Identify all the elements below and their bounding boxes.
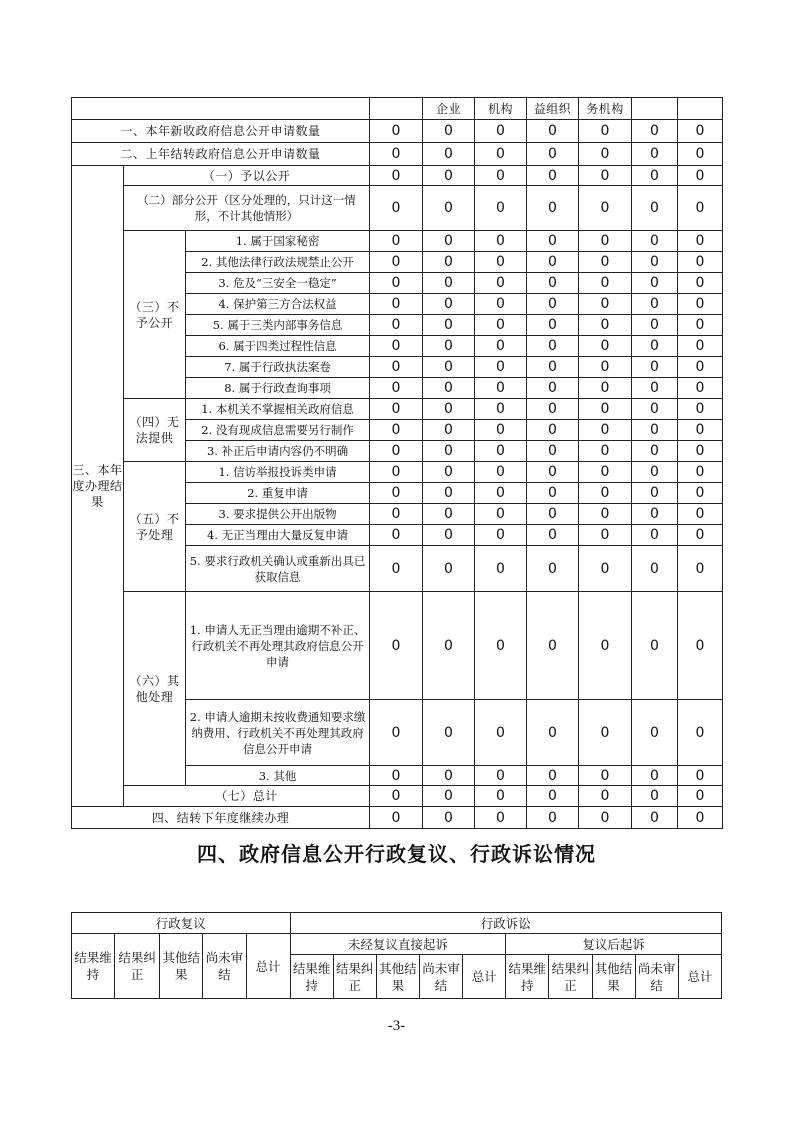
value-cell: 0 bbox=[423, 504, 475, 525]
value-cell: 0 bbox=[475, 378, 527, 399]
header-cell: 企业 bbox=[423, 98, 475, 120]
value-cell: 0 bbox=[579, 525, 632, 546]
value-cell: 0 bbox=[475, 504, 527, 525]
value-cell: 0 bbox=[423, 420, 475, 441]
group-label: （三）不予公开 bbox=[124, 231, 186, 399]
row-label: （七）总计 bbox=[124, 786, 370, 807]
value-cell: 0 bbox=[527, 420, 579, 441]
value-cell: 0 bbox=[475, 336, 527, 357]
value-cell: 0 bbox=[678, 231, 723, 252]
value-cell: 0 bbox=[475, 143, 527, 166]
table-row bbox=[72, 913, 722, 934]
row-label: 6. 属于四类过程性信息 bbox=[186, 336, 370, 357]
value-cell: 0 bbox=[527, 786, 579, 807]
header-cell bbox=[632, 98, 678, 120]
value-cell: 0 bbox=[678, 252, 723, 273]
value-cell: 0 bbox=[632, 592, 678, 700]
value-cell: 0 bbox=[579, 378, 632, 399]
litigation-column-header: 结果维持 bbox=[506, 955, 549, 999]
value-cell: 0 bbox=[632, 420, 678, 441]
value-cell: 0 bbox=[579, 315, 632, 336]
value-cell: 0 bbox=[527, 166, 579, 186]
value-cell: 0 bbox=[475, 231, 527, 252]
value-cell: 0 bbox=[678, 786, 723, 807]
value-cell: 0 bbox=[579, 504, 632, 525]
value-cell: 0 bbox=[527, 441, 579, 462]
value-cell: 0 bbox=[632, 252, 678, 273]
row-label: 2. 没有现成信息需要另行制作 bbox=[186, 420, 370, 441]
row-label: 3. 危及“三安全一稳定” bbox=[186, 273, 370, 294]
value-cell: 0 bbox=[475, 592, 527, 700]
review-litigation-table bbox=[71, 912, 722, 999]
value-cell: 0 bbox=[678, 120, 723, 143]
value-cell: 0 bbox=[678, 546, 723, 592]
litigation-column-header: 总计 bbox=[463, 955, 506, 999]
value-cell: 0 bbox=[579, 231, 632, 252]
value-cell: 0 bbox=[475, 315, 527, 336]
value-cell: 0 bbox=[579, 273, 632, 294]
table-row bbox=[72, 231, 723, 252]
value-cell: 0 bbox=[527, 399, 579, 420]
row-label: 2. 申请人逾期未按收费通知要求缴纳费用、行政机关不再处理其政府信息公开申请 bbox=[186, 700, 370, 766]
value-cell: 0 bbox=[579, 166, 632, 186]
value-cell: 0 bbox=[632, 273, 678, 294]
litigation-column-header: 其他结果 bbox=[592, 955, 635, 999]
value-cell: 0 bbox=[678, 420, 723, 441]
value-cell: 0 bbox=[527, 546, 579, 592]
table-row bbox=[72, 807, 723, 829]
value-cell: 0 bbox=[423, 399, 475, 420]
table-row bbox=[72, 399, 723, 420]
value-cell: 0 bbox=[579, 120, 632, 143]
litigation-column-header: 总计 bbox=[678, 955, 721, 999]
value-cell: 0 bbox=[475, 546, 527, 592]
value-cell: 0 bbox=[678, 315, 723, 336]
value-cell: 0 bbox=[475, 399, 527, 420]
table-row bbox=[72, 934, 722, 955]
value-cell: 0 bbox=[678, 357, 723, 378]
litigation-column-header: 尚未审结 bbox=[420, 955, 463, 999]
value-cell: 0 bbox=[579, 399, 632, 420]
row-label: 1. 申请人无正当理由逾期不补正、行政机关不再处理其政府信息公开申请 bbox=[186, 592, 370, 700]
value-cell: 0 bbox=[632, 186, 678, 231]
value-cell: 0 bbox=[527, 294, 579, 315]
value-cell: 0 bbox=[370, 420, 423, 441]
value-cell: 0 bbox=[632, 143, 678, 166]
value-cell: 0 bbox=[370, 315, 423, 336]
value-cell: 0 bbox=[423, 766, 475, 786]
section-label: 三、本年度办理结果 bbox=[72, 166, 124, 807]
value-cell: 0 bbox=[475, 483, 527, 504]
value-cell: 0 bbox=[527, 504, 579, 525]
value-cell: 0 bbox=[423, 294, 475, 315]
value-cell: 0 bbox=[423, 525, 475, 546]
value-cell: 0 bbox=[678, 700, 723, 766]
value-cell: 0 bbox=[370, 786, 423, 807]
review-column-header: 结果纠正 bbox=[115, 934, 160, 999]
value-cell: 0 bbox=[678, 378, 723, 399]
value-cell: 0 bbox=[370, 546, 423, 592]
value-cell: 0 bbox=[678, 399, 723, 420]
row-label: 3. 要求提供公开出版物 bbox=[186, 504, 370, 525]
value-cell: 0 bbox=[579, 252, 632, 273]
value-cell: 0 bbox=[423, 231, 475, 252]
value-cell: 0 bbox=[370, 231, 423, 252]
value-cell: 0 bbox=[527, 592, 579, 700]
litigation-column-header: 尚未审结 bbox=[635, 955, 678, 999]
value-cell: 0 bbox=[370, 592, 423, 700]
table-row bbox=[72, 462, 723, 483]
value-cell: 0 bbox=[370, 186, 423, 231]
value-cell: 0 bbox=[527, 231, 579, 252]
value-cell: 0 bbox=[370, 294, 423, 315]
review-column-header: 总计 bbox=[246, 934, 290, 999]
value-cell: 0 bbox=[632, 315, 678, 336]
value-cell: 0 bbox=[579, 441, 632, 462]
value-cell: 0 bbox=[678, 294, 723, 315]
value-cell: 0 bbox=[678, 273, 723, 294]
value-cell: 0 bbox=[632, 231, 678, 252]
value-cell: 0 bbox=[423, 483, 475, 504]
value-cell: 0 bbox=[475, 420, 527, 441]
review-column-header: 其他结果 bbox=[160, 934, 203, 999]
row-label: （二）部分公开（区分处理的，只计这一情形，不计其他情形） bbox=[124, 186, 370, 231]
row-label: （一）予以公开 bbox=[124, 166, 370, 186]
value-cell: 0 bbox=[579, 420, 632, 441]
header-cell: 务机构 bbox=[579, 98, 632, 120]
value-cell: 0 bbox=[579, 766, 632, 786]
admin-review-header: 行政复议 bbox=[72, 913, 291, 934]
value-cell: 0 bbox=[423, 315, 475, 336]
value-cell: 0 bbox=[579, 186, 632, 231]
value-cell: 0 bbox=[678, 807, 723, 829]
litigation-column-header: 结果维持 bbox=[290, 955, 333, 999]
value-cell: 0 bbox=[632, 357, 678, 378]
value-cell: 0 bbox=[370, 462, 423, 483]
value-cell: 0 bbox=[370, 807, 423, 829]
row-label: 二、上年结转政府信息公开申请数量 bbox=[72, 143, 370, 166]
value-cell: 0 bbox=[527, 700, 579, 766]
row-label: 1. 信访举报投诉类申请 bbox=[186, 462, 370, 483]
value-cell: 0 bbox=[527, 252, 579, 273]
value-cell: 0 bbox=[475, 120, 527, 143]
value-cell: 0 bbox=[475, 186, 527, 231]
value-cell: 0 bbox=[527, 766, 579, 786]
value-cell: 0 bbox=[475, 462, 527, 483]
value-cell: 0 bbox=[632, 120, 678, 143]
value-cell: 0 bbox=[678, 766, 723, 786]
value-cell: 0 bbox=[678, 483, 723, 504]
value-cell: 0 bbox=[678, 336, 723, 357]
after-review-header: 复议后起诉 bbox=[506, 934, 722, 955]
value-cell: 0 bbox=[632, 786, 678, 807]
value-cell: 0 bbox=[370, 378, 423, 399]
row-label: 一、本年新收政府信息公开申请数量 bbox=[72, 120, 370, 143]
row-label: 3. 其他 bbox=[186, 766, 370, 786]
value-cell: 0 bbox=[423, 462, 475, 483]
row-label: 4. 保护第三方合法权益 bbox=[186, 294, 370, 315]
value-cell: 0 bbox=[423, 143, 475, 166]
value-cell: 0 bbox=[527, 462, 579, 483]
value-cell: 0 bbox=[475, 357, 527, 378]
value-cell: 0 bbox=[370, 525, 423, 546]
header-cell: 机构 bbox=[475, 98, 527, 120]
litigation-column-header: 其他结果 bbox=[376, 955, 419, 999]
value-cell: 0 bbox=[423, 700, 475, 766]
value-cell: 0 bbox=[423, 252, 475, 273]
value-cell: 0 bbox=[527, 483, 579, 504]
value-cell: 0 bbox=[370, 252, 423, 273]
section-title: 四、政府信息公开行政复议、行政诉讼情况 bbox=[197, 842, 596, 866]
value-cell: 0 bbox=[370, 120, 423, 143]
row-label: 4. 无正当理由大量反复申请 bbox=[186, 525, 370, 546]
value-cell: 0 bbox=[579, 357, 632, 378]
value-cell: 0 bbox=[579, 807, 632, 829]
value-cell: 0 bbox=[579, 294, 632, 315]
value-cell: 0 bbox=[632, 525, 678, 546]
row-label: 5. 属于三类内部事务信息 bbox=[186, 315, 370, 336]
value-cell: 0 bbox=[678, 186, 723, 231]
value-cell: 0 bbox=[527, 120, 579, 143]
value-cell: 0 bbox=[423, 546, 475, 592]
value-cell: 0 bbox=[579, 700, 632, 766]
value-cell: 0 bbox=[632, 483, 678, 504]
value-cell: 0 bbox=[475, 166, 527, 186]
row-label: 1. 本机关不掌握相关政府信息 bbox=[186, 399, 370, 420]
value-cell: 0 bbox=[579, 462, 632, 483]
value-cell: 0 bbox=[370, 399, 423, 420]
value-cell: 0 bbox=[632, 546, 678, 592]
value-cell: 0 bbox=[475, 273, 527, 294]
page-number: -3- bbox=[387, 1018, 406, 1034]
value-cell: 0 bbox=[579, 483, 632, 504]
value-cell: 0 bbox=[475, 441, 527, 462]
table-row bbox=[72, 120, 723, 143]
litigation-column-header: 结果纠正 bbox=[333, 955, 376, 999]
value-cell: 0 bbox=[423, 186, 475, 231]
value-cell: 0 bbox=[423, 378, 475, 399]
value-cell: 0 bbox=[370, 357, 423, 378]
row-label: 5. 要求行政机关确认或重新出具已获取信息 bbox=[186, 546, 370, 592]
value-cell: 0 bbox=[579, 546, 632, 592]
litigation-column-header: 结果纠正 bbox=[549, 955, 592, 999]
value-cell: 0 bbox=[423, 166, 475, 186]
value-cell: 0 bbox=[632, 399, 678, 420]
value-cell: 0 bbox=[678, 441, 723, 462]
table-row bbox=[72, 166, 723, 186]
value-cell: 0 bbox=[527, 525, 579, 546]
value-cell: 0 bbox=[527, 378, 579, 399]
value-cell: 0 bbox=[370, 273, 423, 294]
header-cell: 益组织 bbox=[527, 98, 579, 120]
value-cell: 0 bbox=[423, 807, 475, 829]
value-cell: 0 bbox=[678, 462, 723, 483]
value-cell: 0 bbox=[475, 700, 527, 766]
value-cell: 0 bbox=[423, 336, 475, 357]
value-cell: 0 bbox=[632, 807, 678, 829]
group-label: （六）其他处理 bbox=[124, 592, 186, 786]
value-cell: 0 bbox=[370, 504, 423, 525]
value-cell: 0 bbox=[632, 700, 678, 766]
value-cell: 0 bbox=[423, 592, 475, 700]
value-cell: 0 bbox=[678, 525, 723, 546]
row-label: 2. 重复申请 bbox=[186, 483, 370, 504]
value-cell: 0 bbox=[370, 700, 423, 766]
value-cell: 0 bbox=[527, 186, 579, 231]
value-cell: 0 bbox=[527, 807, 579, 829]
value-cell: 0 bbox=[423, 786, 475, 807]
table-row bbox=[72, 592, 723, 700]
value-cell: 0 bbox=[423, 120, 475, 143]
row-label: 四、结转下年度继续办理 bbox=[72, 807, 370, 829]
value-cell: 0 bbox=[423, 273, 475, 294]
table-row bbox=[72, 786, 723, 807]
row-label: 2. 其他法律行政法规禁止公开 bbox=[186, 252, 370, 273]
value-cell: 0 bbox=[632, 336, 678, 357]
table-row bbox=[72, 98, 723, 120]
value-cell: 0 bbox=[370, 336, 423, 357]
row-label: 8. 属于行政查询事项 bbox=[186, 378, 370, 399]
value-cell: 0 bbox=[475, 786, 527, 807]
value-cell: 0 bbox=[475, 294, 527, 315]
value-cell: 0 bbox=[579, 786, 632, 807]
value-cell: 0 bbox=[527, 357, 579, 378]
value-cell: 0 bbox=[678, 592, 723, 700]
value-cell: 0 bbox=[527, 336, 579, 357]
row-label: 3. 补正后申请内容仍不明确 bbox=[186, 441, 370, 462]
value-cell: 0 bbox=[579, 143, 632, 166]
value-cell: 0 bbox=[632, 166, 678, 186]
value-cell: 0 bbox=[423, 357, 475, 378]
value-cell: 0 bbox=[678, 143, 723, 166]
value-cell: 0 bbox=[370, 441, 423, 462]
direct-suit-header: 未经复议直接起诉 bbox=[290, 934, 506, 955]
row-label: 1. 属于国家秘密 bbox=[186, 231, 370, 252]
value-cell: 0 bbox=[632, 462, 678, 483]
value-cell: 0 bbox=[527, 273, 579, 294]
review-column-header: 尚未审结 bbox=[203, 934, 246, 999]
value-cell: 0 bbox=[423, 441, 475, 462]
value-cell: 0 bbox=[475, 525, 527, 546]
header-cell bbox=[72, 98, 370, 120]
value-cell: 0 bbox=[475, 252, 527, 273]
value-cell: 0 bbox=[475, 807, 527, 829]
review-column-header: 结果维持 bbox=[72, 934, 115, 999]
value-cell: 0 bbox=[632, 504, 678, 525]
value-cell: 0 bbox=[527, 315, 579, 336]
value-cell: 0 bbox=[632, 378, 678, 399]
application-statistics-table bbox=[71, 97, 723, 829]
value-cell: 0 bbox=[632, 441, 678, 462]
value-cell: 0 bbox=[678, 504, 723, 525]
value-cell: 0 bbox=[632, 766, 678, 786]
value-cell: 0 bbox=[527, 143, 579, 166]
value-cell: 0 bbox=[579, 336, 632, 357]
group-label: （四）无法提供 bbox=[124, 399, 186, 462]
admin-litigation-header: 行政诉讼 bbox=[290, 913, 721, 934]
value-cell: 0 bbox=[678, 166, 723, 186]
header-cell bbox=[370, 98, 423, 120]
value-cell: 0 bbox=[632, 294, 678, 315]
value-cell: 0 bbox=[370, 166, 423, 186]
value-cell: 0 bbox=[370, 143, 423, 166]
value-cell: 0 bbox=[370, 483, 423, 504]
row-label: 7. 属于行政执法案卷 bbox=[186, 357, 370, 378]
group-label: （五）不予处理 bbox=[124, 462, 186, 592]
value-cell: 0 bbox=[475, 766, 527, 786]
table-row bbox=[72, 143, 723, 166]
table-row bbox=[72, 186, 723, 231]
value-cell: 0 bbox=[579, 592, 632, 700]
header-cell bbox=[678, 98, 723, 120]
value-cell: 0 bbox=[370, 766, 423, 786]
